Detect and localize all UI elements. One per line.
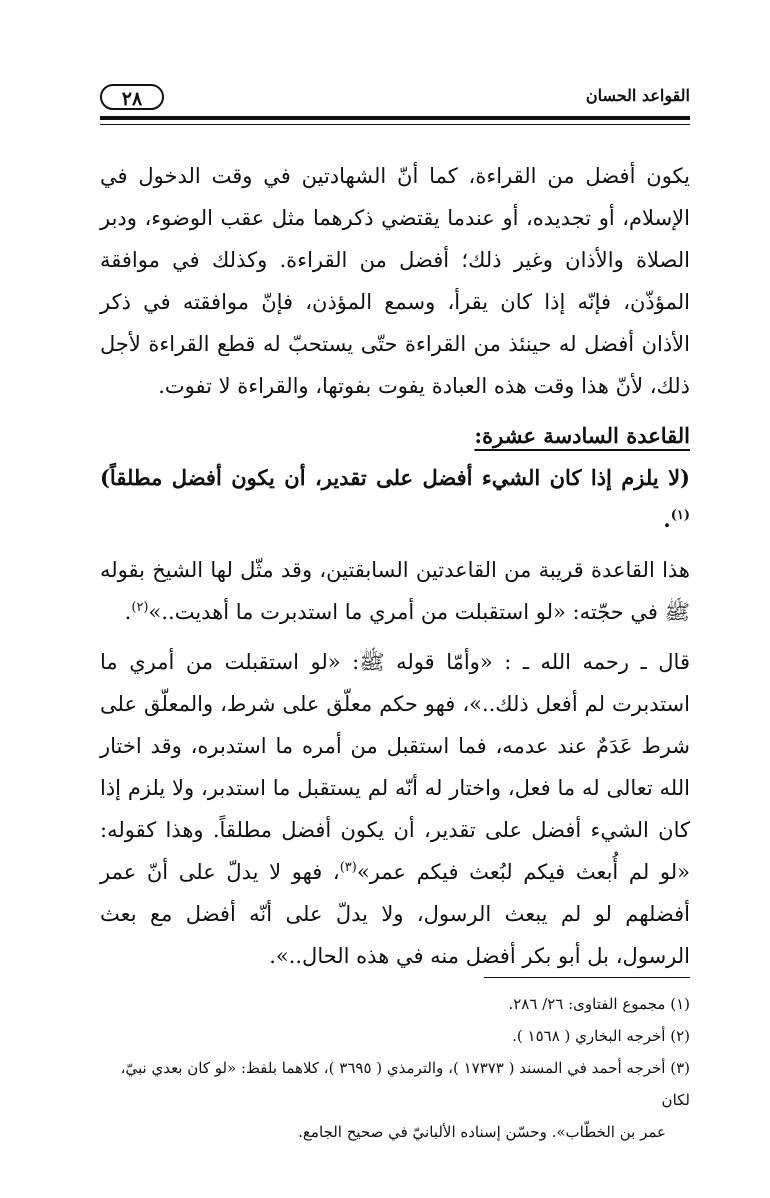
footnote-3: (٣) أخرجه أحمد في المسند ( ١٧٣٧٣ )، والترمذي ( ٣٦٩٥ )، كلاهما بلفظ: «لو كان بعدي نبيّ، لكان — [120, 1059, 690, 1109]
paragraph-2-end: . — [124, 600, 132, 624]
footnote-ref-3: (٣) — [339, 860, 357, 875]
paragraph-2 — [100, 549, 690, 633]
rule-statement-text: (لا يلزم إذا كان الشيء أفضل على تقدير، أن يكون أفضل مطلقاً) — [100, 465, 690, 490]
header-rule-thick — [100, 116, 690, 120]
header-rule-thin — [100, 124, 690, 125]
footnote-1: (١) مجموع الفتاوى: ٢٦/ ٢٨٦. — [508, 995, 690, 1013]
footnote-separator — [484, 977, 690, 978]
footnotes — [100, 988, 690, 1148]
page-number: ٢٨ — [100, 84, 164, 110]
paragraph-3 — [100, 641, 690, 977]
footnote-2: (٢) أخرجه البخاري ( ١٥٦٨ ). — [512, 1027, 690, 1045]
running-title: القواعد الحسان — [585, 86, 690, 105]
page-header — [100, 84, 690, 112]
paragraph-3-text-a: قال ـ رحمه الله ـ : «وأمّا قوله ﷺ: «لو استقبلت من أمري ما استدبرت لم أفعل ذلك..»، فهو حكم معلّق على شرط، والمعلّق على شرط عَدَمٌ عند عدمه، فما استقبل من أمره ما استدبره، وقد اختار الله تعالى له ما فعل، واختار له أنّه لم يستقبل ما استدبر، ولا يلزم إذا كان الشيء أفضل على تقدير، أن يكون أفضل مطلقاً. وهذا كقوله: «لو لم أُبعث فيكم لبُعث فيكم عمر» — [100, 650, 690, 884]
main-text — [100, 155, 690, 977]
section-heading-text: القاعدة السادسة عشرة: — [474, 423, 690, 448]
paragraph-3-text-b: ، فهو لا يدلّ على أنّ عمر أفضلهم لو لم يبعث الرسول، ولا يدلّ على أنّه أفضل مع بعث الرسول، بل أبو بكر أفضل منه في هذه الحال..». — [100, 860, 690, 968]
paragraph-1: يكون أفضل من القراءة، كما أنّ الشهادتين في وقت الدخول في الإسلام، أو تجديده، أو عندما يقتضي ذكرهما مثل عقب الوضوء، ودبر الصلاة والأذان وغير ذلك؛ أفضل من القراءة. وكذلك في موافقة المؤذّن، فإنّه إذا كان يقرأ، وسمع المؤذن، فإنّ موافقته في ذكر الأذان أفضل له حينئذ من القراءة حتّى يستحبّ له قطع القراءة لأجل ذلك، لأنّ هذا وقت هذه العبادة يفوت بفوتها، والقراءة لا تفوت. — [100, 164, 690, 398]
footnote-ref-1: (١) — [670, 508, 690, 523]
rule-statement — [100, 457, 690, 541]
section-heading — [100, 415, 690, 457]
rule-statement-end: . — [663, 507, 671, 532]
footnote-3-continuation: عمر بن الخطّاب». وحسّن إسناده الألبانيّ في صحيح الجامع. — [298, 1123, 666, 1141]
footnote-ref-2: (٢) — [131, 600, 149, 615]
paragraph-2-text: هذا القاعدة قريبة من القاعدتين السابقتين، وقد مثّل لها الشيخ بقوله ﷺ في حجّته: «لو استقبلت من أمري ما استدبرت ما أهديت..» — [100, 558, 690, 624]
